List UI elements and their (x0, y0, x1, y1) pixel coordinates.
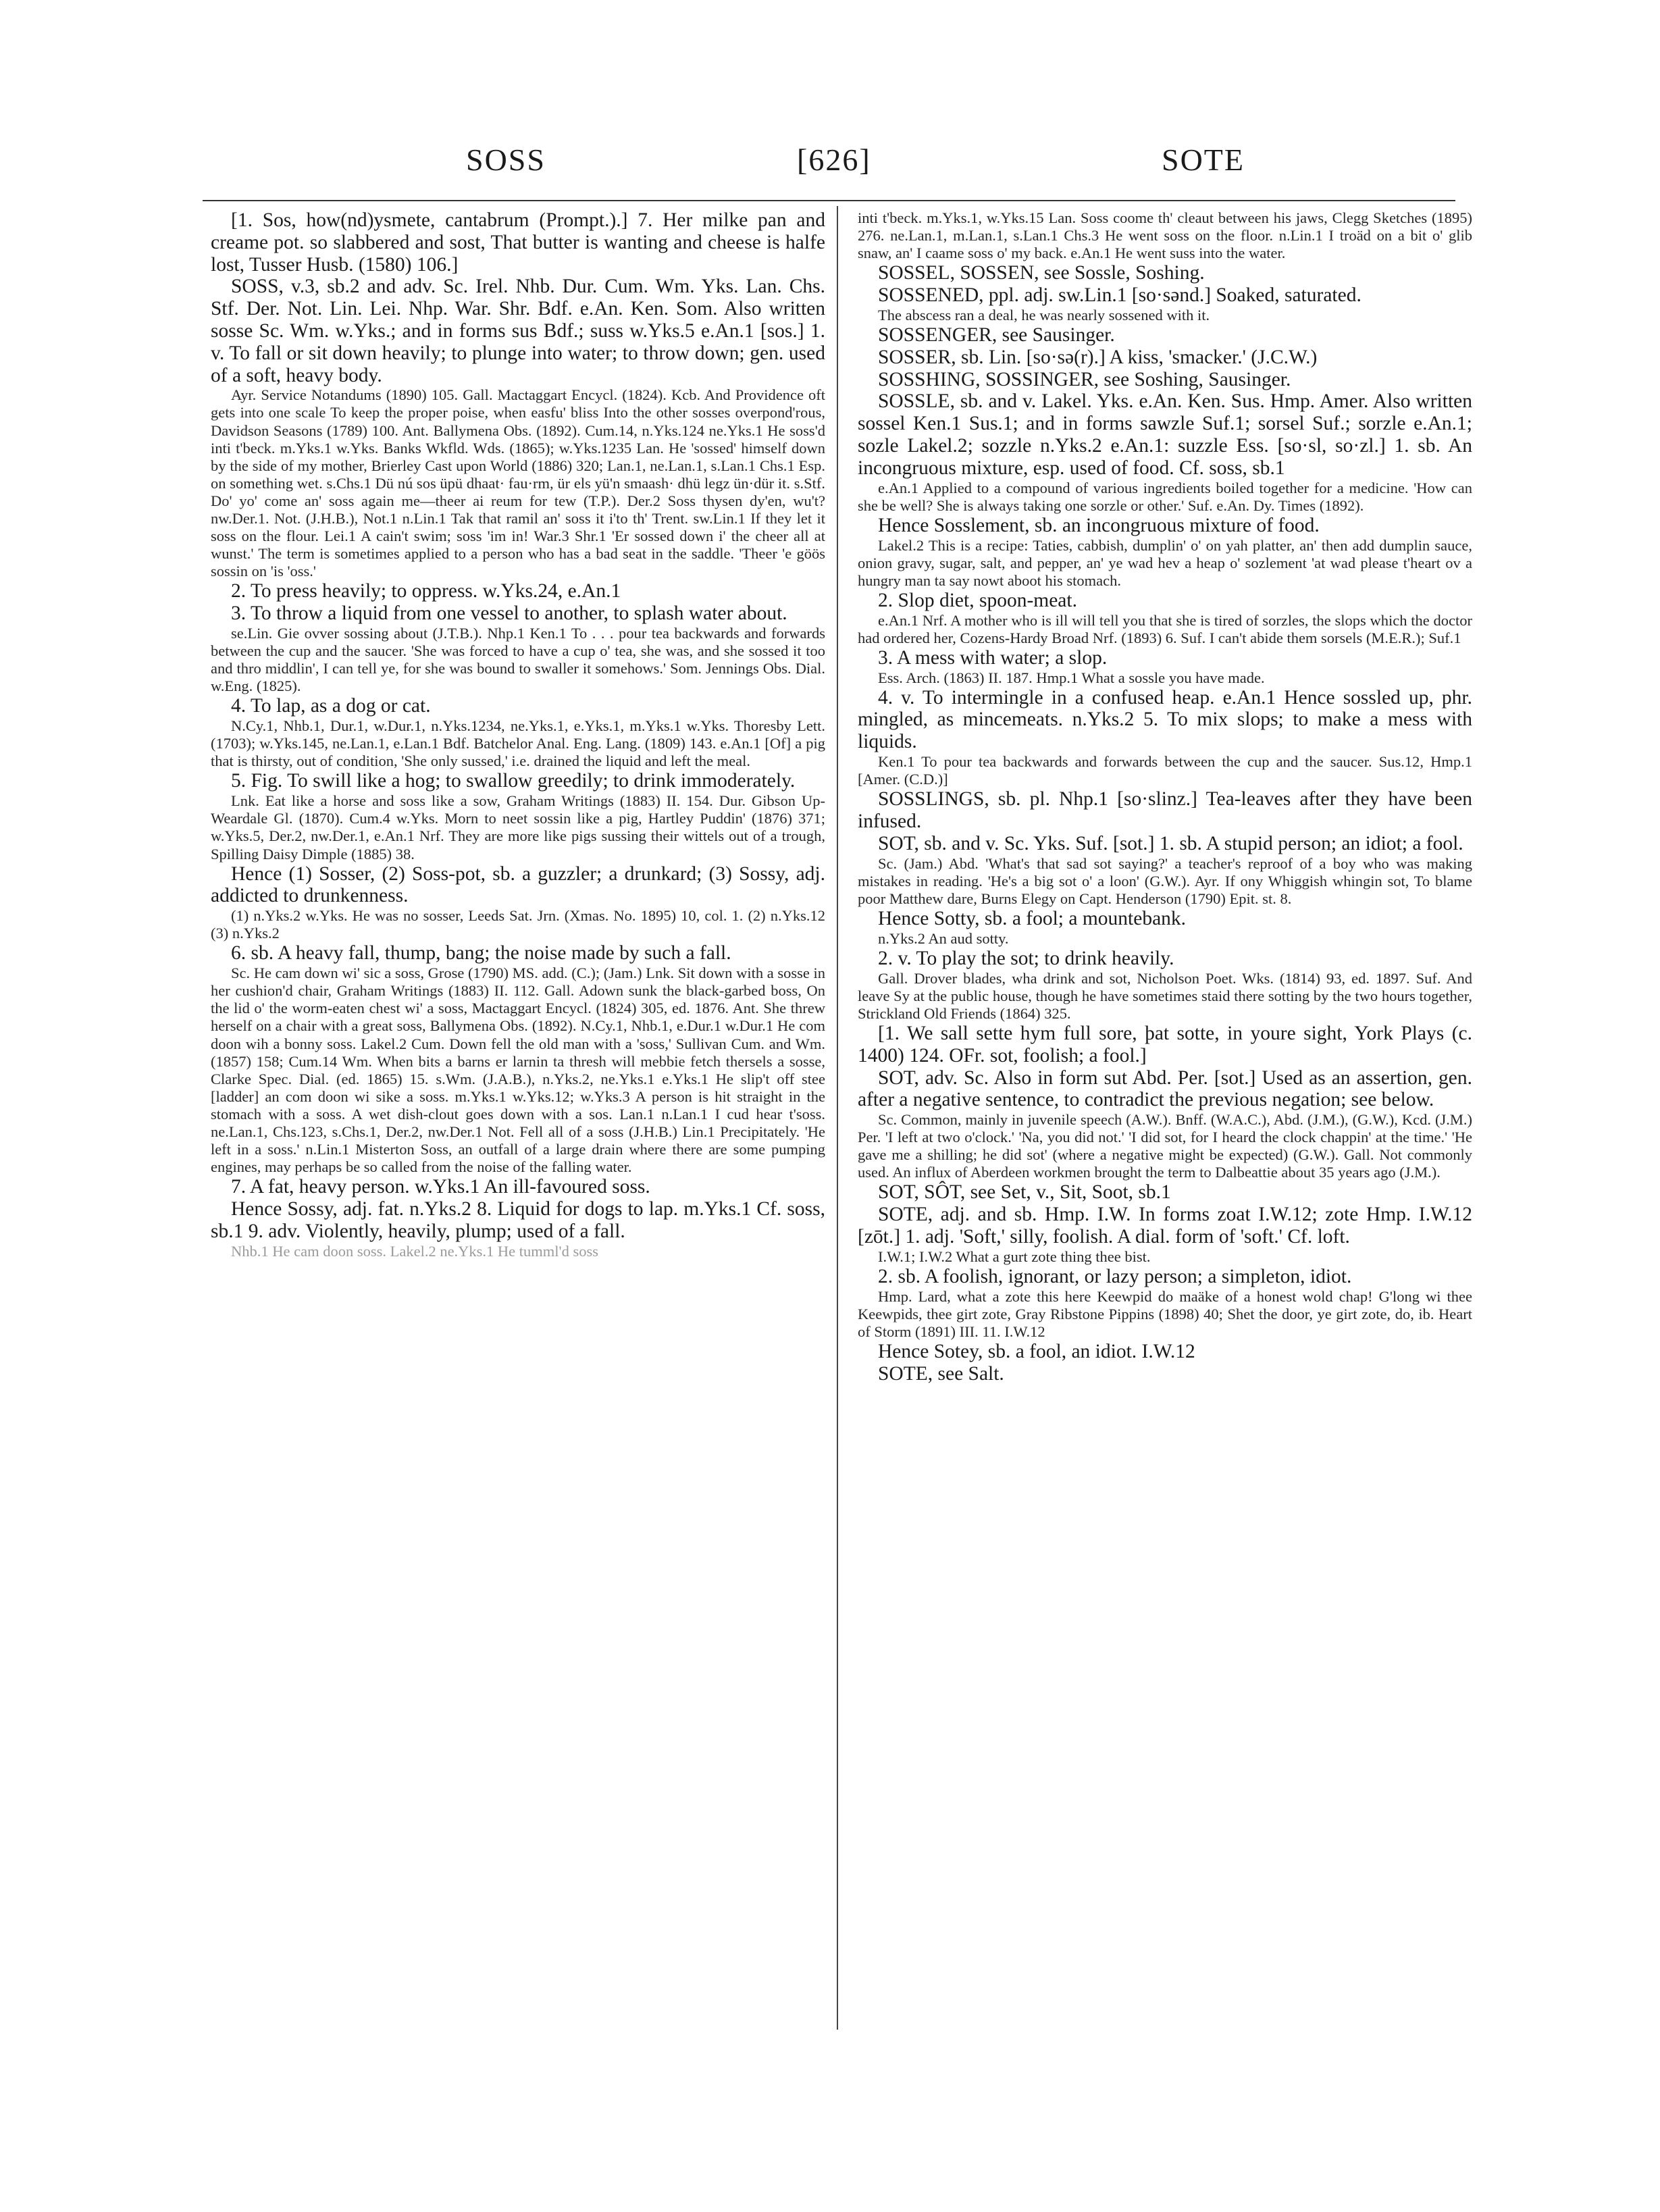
citation-paragraph: Gall. Drover blades, wha drink and sot, Nicholson Poet. Wks. (1814) 93, ed. 1897. Suf. And leave Sy at the public house, though he have sometimes staid there sotting by the two hours together, Strickland Old Friends (1864) 325. (858, 969, 1472, 1022)
entry-paragraph: [1. We sall sette hym full sore, þat sotte, in youre sight, York Plays (c. 1400) 124. OFr. sot, foolish; a fool.] (858, 1022, 1472, 1066)
citation-paragraph: e.An.1 Applied to a compound of various ingredients boiled together for a medicine. 'How can she be well? She is always taking one sorzle or other.' Suf. e.An. Dy. Times (1892). (858, 479, 1472, 514)
entry-paragraph: [1. Sos, how(nd)ysmete, cantabrum (Prompt.).] 7. Her milke pan and creame pot. so slabbered and sost, That butter is wanting and cheese is halfe lost, Tusser Husb. (1580) 106.] (211, 209, 825, 276)
citation-paragraph: Ken.1 To pour tea backwards and forwards between the cup and the saucer. Sus.12, Hmp.1 [Amer. (C.D.)] (858, 753, 1472, 788)
page-number: [626] (797, 143, 871, 177)
entry-paragraph: SOT, adv. Sc. Also in form sut Abd. Per. [sot.] Used as an assertion, gen. after a negative sentence, to contradict the previous negation; see below. (858, 1066, 1472, 1111)
entry-paragraph: 7. A fat, heavy person. w.Yks.1 An ill-favoured soss. (231, 1176, 650, 1198)
entry-paragraph: 2. To press heavily; to oppress. w.Yks.24, e.An.1 (231, 580, 621, 602)
entry-paragraph: 3. A mess with water; a slop. (878, 646, 1108, 669)
entry-paragraph: Hence Sossy, adj. fat. n.Yks.2 8. Liquid for dogs to lap. m.Yks.1 Cf. soss, sb.1 9. adv. Violently, heavily, plump; used of a fall. (211, 1198, 825, 1242)
entry-paragraph: Hence Sosslement, sb. an incongruous mixture of food. (878, 514, 1320, 536)
entry-paragraph: SOSS, v.3, sb.2 and adv. Sc. Irel. Nhb. Dur. Cum. Wm. Yks. Lan. Chs. Stf. Der. Not. Lin. Lei. Nhp. War. Shr. Bdf. e.An. Ken. Som. Also written sosse Sc. Wm. w.Yks.; and in forms sus Bdf.; suss w.Yks.5 e.An.1 [sos.] 1. v. To fall or sit down heavily; to plunge into water; to throw down; gen. used of a soft, heavy body. (211, 276, 825, 386)
entry-paragraph: 5. Fig. To swill like a hog; to swallow greedily; to drink immoderately. (231, 770, 796, 792)
citation-paragraph: N.Cy.1, Nhb.1, Dur.1, w.Dur.1, n.Yks.1234, ne.Yks.1, e.Yks.1, m.Yks.1 w.Yks. Thoresby Lett. (1703); w.Yks.145, ne.Lan.1, e.Lan.1 Bdf. Batchelor Anal. Eng. Lang. (1809) 143. e.An.1 [Of] a pig that is thirsty, out of condition, 'She only sussed,' i.e. drained the liquid and left the meal. (211, 717, 825, 770)
citation-paragraph: Hmp. Lard, what a zote this here Keewpid do maäke of a honest wold chap! G'long wi thee Keewpids, thee girt zote, Gray Ribstone Pippins (1898) 40; Shet the door, ye girt zote, do, ib. Heart of Storm (1891) III. 11. I.W.12 (858, 1287, 1472, 1340)
header-right-headword: SOTE (1162, 143, 1245, 177)
citation-paragraph: inti t'beck. m.Yks.1, w.Yks.15 Lan. Soss coome th' cleaut between his jaws, Clegg Sketches (1895) 276. ne.Lan.1, m.Lan.1, s.Lan.1 Chs.3 He went soss on the floor. n.Lin.1 I troäd on a bit o' glib snaw, an' I caame soss o' my back. e.An.1 He went suss into the water. (858, 209, 1472, 262)
entry-paragraph: 2. v. To play the sot; to drink heavily. (878, 947, 1174, 969)
entry-paragraph: SOTE, see Salt. (878, 1362, 1004, 1385)
entry-paragraph: SOSSHING, SOSSINGER, see Soshing, Sausinger. (878, 368, 1291, 390)
citation-paragraph: (1) n.Yks.2 w.Yks. He was no sosser, Leeds Sat. Jrn. (Xmas. No. 1895) 10, col. 1. (2) n.Yks.12 (3) n.Yks.2 (211, 907, 825, 942)
header-rule (203, 200, 1455, 201)
column-divider (837, 206, 838, 2030)
citation-paragraph: Sc. (Jam.) Abd. 'What's that sad sot saying?' a teacher's reproof of a boy who was making mistakes in reading. 'He's a big sot o' a loon' (G.W.). Ayr. If ony Whiggish whingin sot, To blame poor Matthew dare, Burns Elegy on Capt. Henderson (1790) Epit. st. 8. (858, 854, 1472, 907)
citation-paragraph: Ayr. Service Notandums (1890) 105. Gall. Mactaggart Encycl. (1824). Kcb. And Providence oft gets into one scale To keep the proper poise, when easfu' bliss Into the other sosses overpond'rous, Davidson Seasons (1789) 100. Ant. Ballymena Obs. (1892). Cum.14, n.Yks.124 ne.Yks.1 He soss'd inti t'beck. m.Yks.1 w.Yks. Banks Wkfld. Wds. (1865); w.Yks.1235 Lan. He 'sossed' himself down by the side of my mother, Brierley Cast upon World (1886) 320; Lan.1, ne.Lan.1, s.Lan.1 Chs.1 Esp. on something wet. s.Chs.1 Dü nú sos üpü dhaat· fau·rm, ür els yü'n smaash· dhü legz ün·dür it. s.Stf. Do' yo' come an' soss again me—theer ai reum for tew (T.P.). Der.2 Soss thysen dy'en, wu't? nw.Der.1. Not. (J.H.B.), Not.1 n.Lin.1 Tak that ramil an' soss it i'to th' Trent. sw.Lin.1 If they let it soss on the flour. Lei.1 A cain't swim; soss 'im in! War.3 Shr.1 'Er sossed down i' the cheer all at wunst.' The term is sometimes applied to a person who has a bad seat in the saddle. 'Theer 'e göös sossin on 'is 'oss.' (211, 386, 825, 580)
right-column (858, 209, 1472, 2033)
entry-paragraph: 6. sb. A heavy fall, thump, bang; the noise made by such a fall. (231, 942, 731, 964)
entry-paragraph: Hence Sotey, sb. a fool, an idiot. I.W.12 (878, 1341, 1195, 1363)
citation-paragraph: se.Lin. Gie ovver sossing about (J.T.B.). Nhp.1 Ken.1 To . . . pour tea backwards and forwards between the cup and the saucer. 'She was forced to have a cup o' tea, she was, and she sossed it too and thro middlin', I can tell ye, for she was bound to swaller it somehows.' Som. Jennings Obs. Dial. w.Eng. (1825). (211, 625, 825, 695)
citation-paragraph: n.Yks.2 An aud sotty. (878, 929, 1009, 947)
citation-paragraph: Sc. Common, mainly in juvenile speech (A.W.). Bnff. (W.A.C.), Abd. (J.M.), (G.W.), Kcd. (J.M.) Per. 'I left at two o'clock.' 'Na, you did not.' 'I did sot, for I heard the clock chappin' at the time.' 'He gave me a shilling; he did sot' (where a negative might be expected) (G.W.). Gall. Not commonly used. An influx of Aberdeen workmen brought the term to Dalbeattie about 35 years ago (J.M.). (858, 1111, 1472, 1181)
citation-paragraph: Nhb.1 He cam doon soss. Lakel.2 ne.Yks.1 He tumml'd soss (231, 1242, 598, 1260)
entry-paragraph: Hence (1) Sosser, (2) Soss-pot, sb. a guzzler; a drunkard; (3) Sossy, adj. addicted to drunkenness. (211, 863, 825, 907)
page-header (203, 142, 1459, 189)
entry-paragraph: 3. To throw a liquid from one vessel to another, to splash water about. (231, 602, 787, 625)
entry-paragraph: SOTE, adj. and sb. Hmp. I.W. In forms zoat I.W.12; zote Hmp. I.W.12 [zōt.] 1. adj. 'Soft,' silly, foolish. A dial. form of 'soft.' Cf. loft. (858, 1204, 1472, 1248)
citation-paragraph: The abscess ran a deal, he was nearly sossened with it. (878, 306, 1210, 324)
citation-paragraph: Sc. He cam down wi' sic a soss, Grose (1790) MS. add. (C.); (Jam.) Lnk. Sit down with a sosse in her cushion'd chair, Graham Writings (1883) II. 112. Gall. Adown sunk the black-garbed boss, On the lid o' the worm-eaten chest wi' a soss, Mactaggart Encycl. (1824) 305, ed. 1876. Ant. She threw herself on a chair with a great soss, Ballymena Obs. (1892). N.Cy.1, Nhb.1, e.Dur.1 w.Dur.1 He com doon wih a bonny soss. Lakel.2 Cum. Down fell the old man with a 'soss,' Sullivan Cum. and Wm. (1857) 158; Cum.14 Wm. When bits a barns er larnin ta thresh will mebbie fetch thersels a sosse, Clarke Spec. Dial. (ed. 1865) 15. s.Wm. (J.A.B.), n.Yks.2, ne.Yks.1 e.Yks.1 He slip't off stee [ladder] an com doon wi sike a soss. m.Yks.1 w.Yks.12; w.Yks.3 A person is hit straight in the stomach with a soss. A wet dish-clout goes down with a sos. Lan.1 n.Lan.1 I cud hear t'soss. ne.Lan.1, Chs.123, s.Chs.1, Der.2, nw.Der.1 Not. Fell all of a soss (J.H.B.) Lin.1 Precipitately. 'He left in a soss.' n.Lin.1 Misterton Soss, an outfall of a large drain where there are some pumping engines, may perhaps be so called from the noise of the falling water. (211, 964, 825, 1176)
citation-paragraph: Lnk. Eat like a horse and soss like a sow, Graham Writings (1883) II. 154. Dur. Gibson Up-Weardale Gl. (1870). Cum.4 w.Yks. Morn to neet sossin like a pig, Hartley Puddin' (1876) 371; w.Yks.5, Der.2, nw.Der.1, e.An.1 Nrf. They are more like pigs sussing their wittels out of a trough, Spilling Daisy Dimple (1885) 38. (211, 792, 825, 863)
entry-paragraph: SOT, SÔT, see Set, v., Sit, Soot, sb.1 (878, 1181, 1171, 1204)
entry-paragraph: SOSSENED, ppl. adj. sw.Lin.1 [so·sənd.] Soaked, saturated. (878, 284, 1361, 307)
entry-paragraph: SOSSLINGS, sb. pl. Nhp.1 [so·slinz.] Tea-leaves after they have been infused. (858, 788, 1472, 833)
citation-paragraph: Lakel.2 This is a recipe: Taties, cabbish, dumplin' o' on yah platter, an' then add dumplin sauce, onion gravy, sugar, salt, and pepper, an' ye wad hev a heap o' sozlement 'at wad please t'heart ov a hungry man ta say nowt aboot his stomach. (858, 536, 1472, 589)
citation-paragraph: Ess. Arch. (1863) II. 187. Hmp.1 What a sossle you have made. (878, 669, 1265, 686)
entry-paragraph: SOSSLE, sb. and v. Lakel. Yks. e.An. Ken. Sus. Hmp. Amer. Also written sossel Ken.1 Sus.1; and in forms sawzle Suf.1; sorsel Suf.; sorzle e.An.1; sozle Lakel.2; sozzle n.Yks.2 e.An.1: suzzle Ess. [so·sl, so·zl.] 1. sb. An incongruous mixture, esp. used of food. Cf. soss, sb.1 (858, 390, 1472, 479)
header-left-headword: SOSS (466, 143, 546, 177)
left-column (211, 209, 825, 2033)
entry-paragraph: 2. Slop diet, spoon-meat. (878, 589, 1077, 611)
entry-paragraph: 4. To lap, as a dog or cat. (231, 695, 431, 717)
entry-paragraph: 4. v. To intermingle in a confused heap. e.An.1 Hence sossled up, phr. mingled, as mincemeats. n.Yks.2 5. To mix slops; to make a mess with liquids. (858, 686, 1472, 753)
entry-paragraph: SOT, sb. and v. Sc. Yks. Suf. [sot.] 1. sb. A stupid person; an idiot; a fool. (878, 832, 1463, 854)
citation-paragraph: I.W.1; I.W.2 What a gurt zote thing thee bist. (878, 1248, 1151, 1265)
entry-paragraph: SOSSEL, SOSSEN, see Sossle, Soshing. (878, 262, 1205, 284)
entry-paragraph: SOSSENGER, see Sausinger. (878, 324, 1115, 346)
citation-paragraph: e.An.1 Nrf. A mother who is ill will tell you that she is tired of sorzles, the slops which the doctor had ordered her, Cozens-Hardy Broad Nrf. (1893) 6. Suf. I can't abide them sorsels (M.E.R.); Suf.1 (858, 611, 1472, 646)
entry-paragraph: SOSSER, sb. Lin. [so·sə(r).] A kiss, 'smacker.' (J.C.W.) (878, 346, 1318, 368)
entry-paragraph: 2. sb. A foolish, ignorant, or lazy person; a simpleton, idiot. (878, 1265, 1352, 1287)
entry-paragraph: Hence Sotty, sb. a fool; a mountebank. (878, 907, 1187, 929)
